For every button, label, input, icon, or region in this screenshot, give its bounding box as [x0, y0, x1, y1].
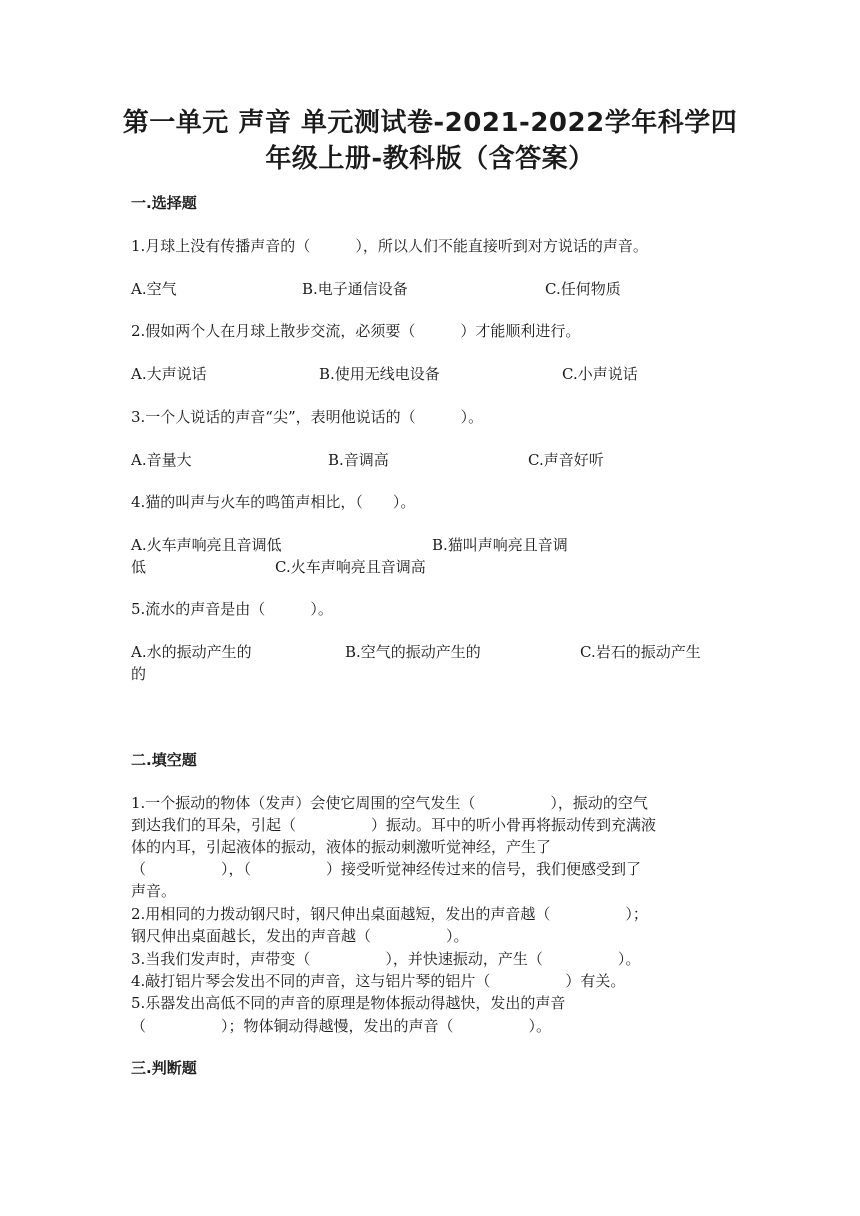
fill-line: 5.乐器发出高低不同的声音的原理是物体振动得越快，发出的声音	[131, 994, 566, 1012]
choice-q5-option-c: C.岩石的振动产生	[580, 643, 701, 661]
fill-line: 1.一个振动的物体（发声）会使它周围的空气发生（ ），振动的空气	[131, 794, 648, 812]
choice-q5-stem: 5.流水的声音是由（ ）。	[131, 600, 333, 618]
choice-q4-option-b-continued: 低	[131, 558, 147, 576]
fill-line: （ ）；物体铜动得越慢，发出的声音（ ）。	[131, 1017, 552, 1035]
fill-line: 3.当我们发声时，声带变（ ），并快速振动，产生（ ）。	[131, 950, 641, 968]
fill-line: 2.用相同的力拨动钢尺时，钢尺伸出桌面越短，发出的声音越（ ）；	[131, 905, 648, 923]
section-heading-judge: 三.判断题	[131, 1059, 197, 1077]
choice-q3-option-b: B.音调高	[328, 451, 389, 469]
choice-q5-option-c-continued: 的	[131, 665, 147, 683]
choice-q4-option-b: B.猫叫声响亮且音调	[432, 536, 568, 554]
choice-q4-stem: 4.猫的叫声与火车的鸣笛声相比，（ ）。	[131, 493, 416, 511]
choice-q2-option-b: B.使用无线电设备	[319, 365, 440, 383]
fill-line: 钢尺伸出桌面越长，发出的声音越（ ）。	[131, 927, 469, 945]
choice-q4-option-c: C.火车声响亮且音调高	[275, 558, 426, 576]
choice-q2-option-a: A.大声说话	[131, 365, 207, 383]
section-heading-fill: 二.填空题	[131, 751, 197, 769]
choice-q1-option-b: B.电子通信设备	[302, 280, 408, 298]
choice-q3-stem: 3.一个人说话的声音“尖”，表明他说话的（ ）。	[131, 408, 484, 426]
choice-q2-option-c: C.小声说话	[562, 365, 638, 383]
choice-q1-option-a: A.空气	[131, 280, 177, 298]
fill-line: 声音。	[131, 882, 177, 900]
choice-q5-option-b: B.空气的振动产生的	[345, 643, 481, 661]
document-title-line-2: 年级上册-教科版（含答案）	[265, 144, 595, 174]
section-heading-choice: 一.选择题	[131, 194, 197, 212]
document-title-line-1: 第一单元 声音 单元测试卷-2021-2022学年科学四	[122, 108, 738, 138]
choice-q5-option-a: A.水的振动产生的	[131, 643, 252, 661]
fill-line: 体的内耳，引起液体的振动，液体的振动刺激听觉神经，产生了	[131, 838, 552, 856]
fill-line: （ ），（ ）接受听觉神经传过来的信号，我们便感受到了	[131, 860, 642, 878]
choice-q2-stem: 2.假如两个人在月球上散步交流，必须要（ ）才能顺利进行。	[131, 322, 581, 340]
choice-q1-option-c: C.任何物质	[545, 280, 621, 298]
choice-q1-stem: 1.月球上没有传播声音的（ ），所以人们不能直接听到对方说话的声音。	[131, 237, 648, 255]
choice-q3-option-a: A.音量大	[131, 451, 192, 469]
fill-line: 4.敲打铝片琴会发出不同的声音，这与铝片琴的铝片（ ）有关。	[131, 972, 626, 990]
choice-q4-option-a: A.火车声响亮且音调低	[131, 536, 282, 554]
fill-line: 到达我们的耳朵，引起（ ）振动。耳中的听小骨再将振动传到充满液	[131, 816, 657, 834]
choice-q3-option-c: C.声音好听	[528, 451, 604, 469]
